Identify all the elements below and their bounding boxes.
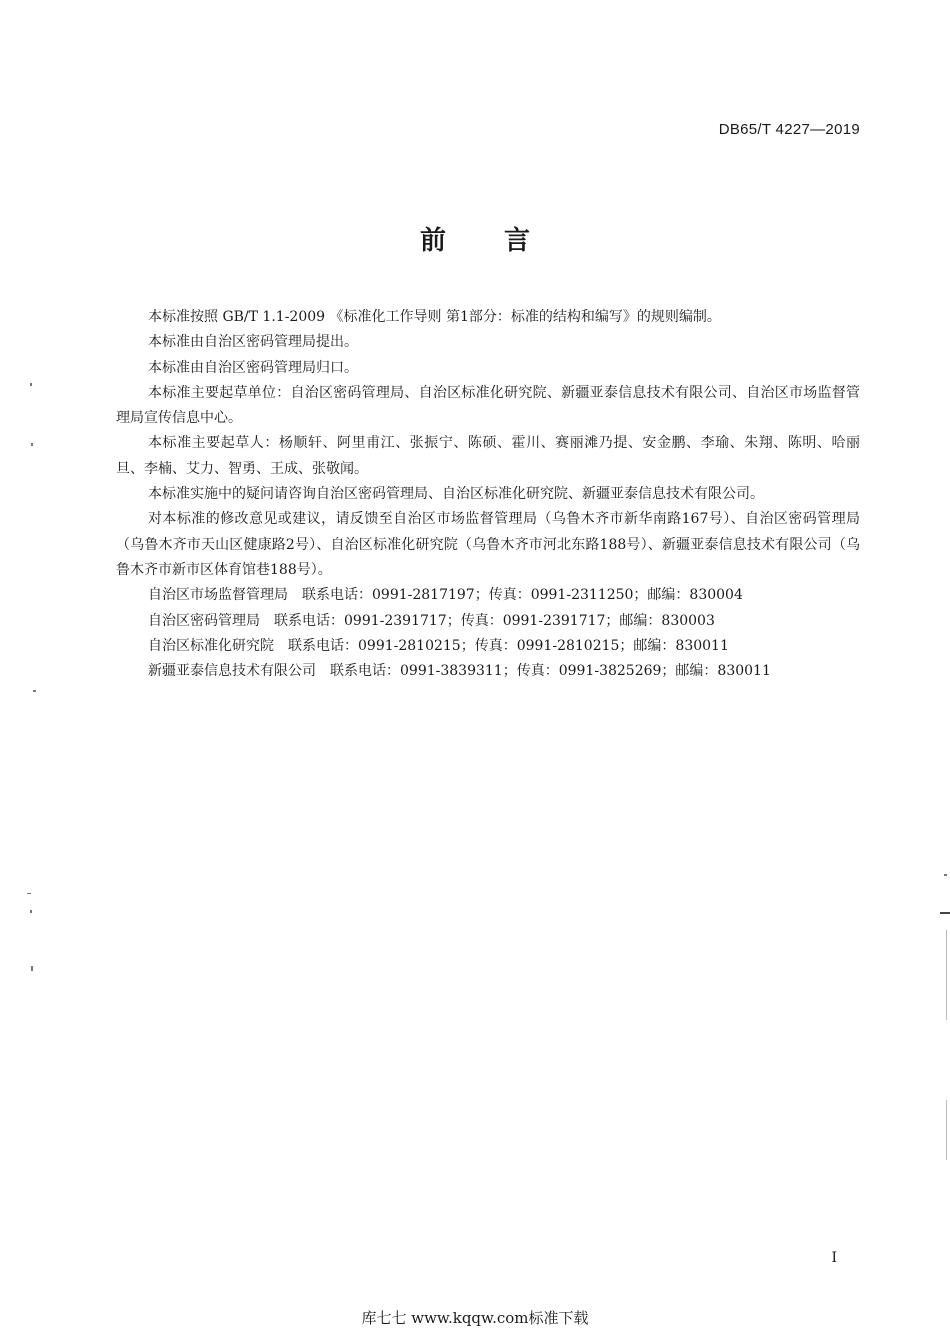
paragraph-proposed-by: 本标准由自治区密码管理局提出。 <box>148 334 358 351</box>
scan-mark <box>33 690 36 692</box>
contact-line: 新疆亚泰信息技术有限公司 联系电话：0991-3839311；传真：0991-3825269；邮编：830011 <box>148 663 771 680</box>
scan-mark <box>30 383 32 386</box>
scan-mark <box>940 912 950 914</box>
footer-watermark: 库七七 www.kqqw.com标准下载 <box>361 1309 589 1327</box>
scan-mark <box>946 930 947 1020</box>
scan-mark <box>31 443 33 446</box>
scan-mark <box>27 893 31 894</box>
paragraph-feedback: 对本标准的修改意见或建议，请反馈至自治区市场监督管理局（乌鲁木齐市新华南路167号）、自治区密码管理局（乌鲁木齐市天山区健康路2号）、自治区标准化研究院（乌鲁木齐市河北东路188号）、新疆亚泰信息技术有限公司（乌鲁木齐市新市区体育馆巷188号）。 <box>116 511 860 578</box>
scan-mark <box>31 966 33 971</box>
paragraph-centralized-by: 本标准由自治区密码管理局归口。 <box>148 359 358 376</box>
preface-body <box>116 305 860 684</box>
paragraph-drafting-units: 本标准主要起草单位：自治区密码管理局、自治区标准化研究院、新疆亚泰信息技术有限公司、自治区市场监督管理局宣传信息中心。 <box>116 384 860 427</box>
contact-line: 自治区市场监督管理局 联系电话：0991-2817197；传真：0991-2311250；邮编：830004 <box>148 587 743 604</box>
page-number: I <box>831 1250 837 1266</box>
page-title: 前言 <box>419 226 588 256</box>
paragraph-inquiries: 本标准实施中的疑问请咨询自治区密码管理局、自治区标准化研究院、新疆亚泰信息技术有限公司。 <box>148 486 764 503</box>
paragraph-compilation-rule: 本标准按照 GB/T 1.1-2009 《标准化工作导则 第1部分：标准的结构和编写》的规则编制。 <box>148 309 721 325</box>
document-code: DB65/T 4227—2019 <box>718 121 860 138</box>
scan-mark <box>30 910 32 913</box>
contact-line: 自治区标准化研究院 联系电话：0991-2810215；传真：0991-2810215；邮编：830011 <box>148 637 729 654</box>
contact-line: 自治区密码管理局 联系电话：0991-2391717；传真：0991-2391717；邮编：830003 <box>148 612 715 629</box>
paragraph-drafters: 本标准主要起草人：杨顺轩、阿里甫江、张振宁、陈硕、霍川、赛丽滩乃提、安金鹏、李瑜、朱翔、陈明、哈丽旦、李楠、艾力、智勇、王成、张敬闻。 <box>116 435 860 477</box>
scan-mark <box>946 1100 947 1160</box>
scan-mark <box>944 874 947 876</box>
